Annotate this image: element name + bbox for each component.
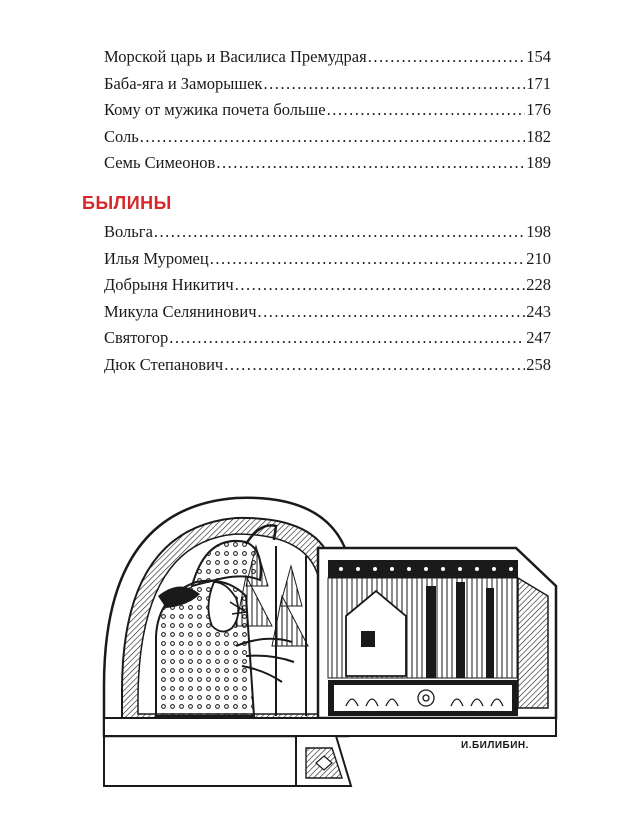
toc-leader-dots: [368, 44, 526, 71]
toc-entry-page: 176: [526, 100, 551, 119]
toc-entry[interactable]: [104, 71, 551, 98]
toc-entry-title: Вольга: [104, 222, 153, 241]
toc-entry-page: 154: [526, 47, 551, 66]
toc-leader-dots: [169, 325, 525, 352]
ornamented-sill: [328, 680, 518, 716]
toc-leader-dots: [327, 97, 526, 124]
baba-yaga-illustration: [96, 486, 566, 806]
toc-entry[interactable]: [104, 150, 551, 177]
toc-entry[interactable]: [104, 44, 551, 71]
toc-leader-dots: [210, 246, 526, 273]
toc-entry-title: Соль: [104, 126, 139, 146]
toc-entry[interactable]: [104, 299, 551, 326]
toc-entry[interactable]: [104, 246, 551, 273]
toc-entry-title: Святогор: [104, 328, 169, 347]
toc-entry-page: 210: [526, 248, 551, 268]
toc-leader-dots: [263, 71, 525, 98]
toc-entry[interactable]: [104, 124, 551, 151]
toc-entry-page: 198: [526, 222, 551, 241]
window-sill-frame: [104, 718, 556, 786]
toc-entry-title: Дюк Степанович: [104, 354, 224, 374]
toc-leader-dots: [216, 150, 525, 177]
toc-leader-dots: [140, 124, 525, 151]
toc-entry-title: Баба-яга и Заморышек: [104, 73, 263, 93]
section-heading-byliny: БЫЛИНЫ: [82, 193, 172, 213]
toc-leader-dots: [154, 219, 525, 246]
toc-entry[interactable]: [104, 325, 551, 352]
toc-entry-title: Микула Селянинович: [104, 301, 257, 321]
toc-entry-page: 171: [526, 73, 551, 93]
toc-byliny: [104, 219, 551, 378]
toc-entry-page: 243: [526, 301, 551, 321]
toc-entry-title: Морской царь и Василиса Премудрая: [104, 47, 367, 66]
toc-fairy-tales: [104, 44, 551, 177]
toc-entry-title: Семь Симеонов: [104, 153, 216, 172]
toc-entry-title: Кому от мужика почета больше: [104, 100, 326, 119]
toc-entry-title: Добрыня Никитич: [104, 275, 234, 294]
toc-entry-page: 247: [526, 328, 551, 347]
illustration-signature: И.БИЛИБИН.: [461, 740, 529, 751]
toc-leader-dots: [235, 272, 526, 299]
toc-entry-page: 182: [526, 126, 551, 146]
toc-entry[interactable]: [104, 219, 551, 246]
toc-entry[interactable]: [104, 97, 551, 124]
toc-entry-page: 258: [526, 354, 551, 374]
toc-entry[interactable]: [104, 352, 551, 379]
toc-leader-dots: [258, 299, 526, 326]
toc-entry[interactable]: [104, 272, 551, 299]
toc-entry-page: 189: [526, 153, 551, 172]
toc-entry-page: 228: [526, 275, 551, 294]
toc-leader-dots: [224, 352, 525, 379]
toc-entry-title: Илья Муромец: [104, 248, 209, 268]
